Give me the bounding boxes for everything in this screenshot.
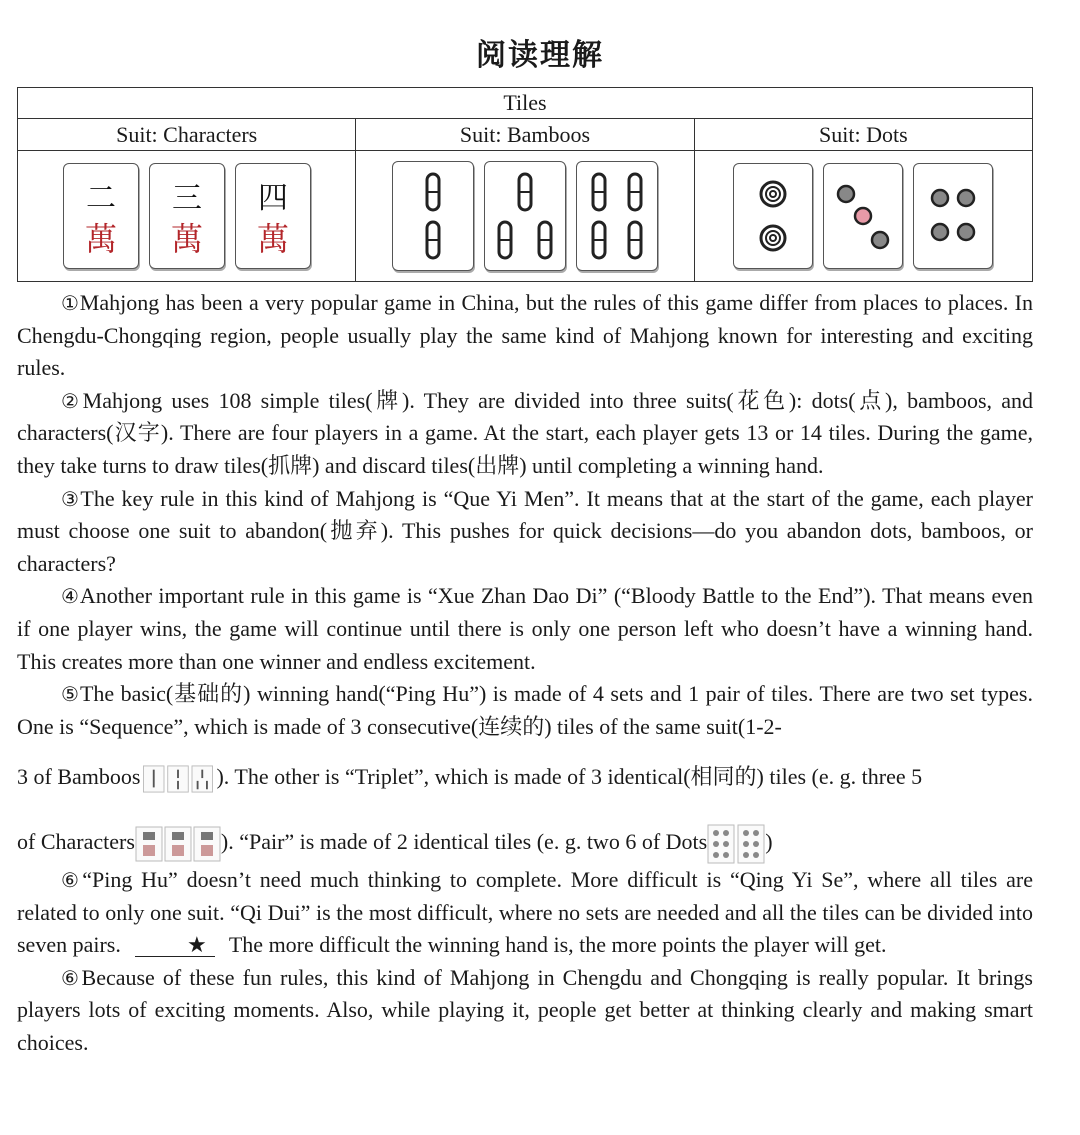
paragraph-5-text-3: ). The other is “Triplet”, which is made of 3 identical(相同的) tiles (e. g. three 5 [216, 764, 923, 790]
dot-4-tile [913, 163, 993, 269]
tiles-table [17, 87, 1033, 282]
character-triplet-icon [135, 826, 221, 862]
passage [17, 287, 1033, 1059]
characters-tiles-cell [18, 151, 356, 282]
dots-tiles-cell [694, 151, 1032, 282]
bamboo-2-tile [392, 161, 474, 271]
suit-dots-header: Suit: Dots [694, 119, 1032, 151]
paragraph-7-number: ⑥ [61, 965, 82, 990]
paragraph-5-text-6: ) [765, 828, 773, 854]
bamboos-tiles-cell [356, 151, 694, 282]
paragraph-2 [17, 385, 1033, 483]
dot-2-tile [733, 163, 813, 269]
character-3-tile [149, 163, 225, 269]
bamboo-4-tile [576, 161, 658, 271]
character-3-numeral: 三 [171, 181, 202, 216]
dot-3-tile [823, 163, 903, 269]
character-4-numeral: 四 [257, 181, 288, 216]
paragraph-1 [17, 287, 1033, 385]
bamboo-3-tile [484, 161, 566, 271]
paragraph-3-text: The key rule in this kind of Mahjong is “Que Yi Men”. It means that at the start of the game, each player must choose one suit to abandon(抛弃). This pushes for quick decisions—do you abandon dots, bamboos, or characters? [17, 485, 1033, 576]
character-4-tile [235, 163, 311, 269]
paragraph-5-text-1: The basic(基础的) winning hand(“Ping Hu”) is made of 4 sets and 1 pair of tiles. There are two set types. One is “Sequence”, which is made of 3 consecutive(连续的) tiles of the same suit(1-2- [17, 681, 1033, 739]
paragraph-5 [17, 678, 1033, 864]
paragraph-3-number: ③ [61, 486, 81, 511]
suit-characters-header: Suit: Characters [18, 119, 356, 151]
paragraph-7 [17, 962, 1033, 1060]
character-2-tile [63, 163, 139, 269]
paragraph-5-number: ⑤ [61, 682, 80, 707]
paragraph-6 [17, 864, 1033, 962]
suit-bamboos-header: Suit: Bamboos [356, 119, 694, 151]
page-title: 阅读理解 [476, 38, 604, 73]
paragraph-4 [17, 580, 1033, 678]
paragraph-3 [17, 483, 1033, 581]
character-2-numeral: 二 [85, 181, 116, 216]
bamboo-sequence-icon [140, 765, 216, 793]
paragraph-1-number: ① [61, 291, 80, 315]
paragraph-2-number: ② [61, 388, 83, 413]
character-2-wan: 萬 [84, 220, 117, 258]
character-4-wan: 萬 [256, 220, 289, 258]
paragraph-1-text: Mahjong has been a very popular game in China, but the rules of this game differ from places to places. In Chengdu-Chongqing region, people usually play the same kind of Mahjong known for interesting and exciting rules. [17, 290, 1034, 381]
paragraph-5-text-5: ). “Pair” is made of 2 identical tiles (e. g. two 6 of Dots [220, 828, 708, 854]
answer-blank: ★ [135, 934, 215, 957]
paragraph-4-number: ④ [61, 584, 80, 609]
dots-pair-icon [707, 824, 765, 864]
paragraph-4-text: Another important rule in this game is “Xue Zhan Dao Di” (“Bloody Battle to the End”). That means even if one player wins, the game will continue until there is only one person left who doesn’t have a winning hand. This creates more than one winner and endless excitement. [17, 583, 1033, 674]
table-caption: Tiles [18, 88, 1033, 119]
paragraph-6-text-2: The more difficult the winning hand is, the more points the player will get. [228, 932, 887, 958]
paragraph-6-text-1: “Ping Hu” doesn’t need much thinking to complete. More difficult is “Qing Yi Se”, where all tiles are related to only one suit. “Qi Dui” is the most difficult, where no sets are needed and all the tiles can be divided into seven pairs. [17, 866, 1033, 958]
paragraph-5-text-2: 3 of Bamboos [17, 764, 141, 790]
paragraph-2-text: Mahjong uses 108 simple tiles(牌). They are divided into three suits(花色): dots(点), bamboos, and characters(汉字). There are four players in a game. At the start, each player gets 13 or 14 tiles. During the game, they take turns to draw tiles(抓牌) and discard tiles(出牌) until completing a winning hand. [17, 387, 1033, 478]
paragraph-5-text-4: of Characters [17, 828, 135, 854]
paragraph-6-number: ⑥ [61, 867, 83, 892]
paragraph-7-text: Because of these fun rules, this kind of Mahjong in Chengdu and Chongqing is really popular. It brings players lots of exciting moments. Also, while playing it, people get better at thinking clearly and making smart choices. [17, 964, 1033, 1055]
character-3-wan: 萬 [170, 220, 203, 258]
